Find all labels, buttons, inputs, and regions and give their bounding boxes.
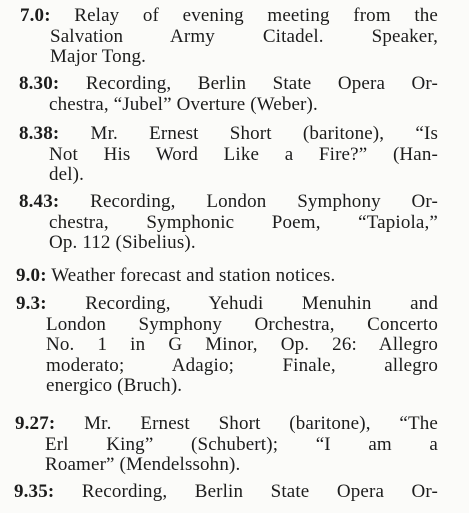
entry-line: Roamer” (Mendelssohn). <box>45 454 241 475</box>
entry-time: 7.0: <box>20 5 51 26</box>
entry-time: 8.38: <box>19 123 60 144</box>
entry-line: del). <box>49 164 85 185</box>
entry-time: 8.43: <box>19 191 60 212</box>
entry-line: chestra, “Jubel” Overture (Weber). <box>49 93 318 115</box>
entry-line: Major Tong. <box>50 46 147 67</box>
program-entry-8-30 <box>19 74 438 115</box>
entry-time: 9.3: <box>16 293 47 314</box>
entry-line: moderato; Adagio; Finale, allegro <box>46 354 438 376</box>
entry-line: No. 1 in G Minor, Op. 26: Allegro <box>46 334 438 355</box>
entry-line: Erl King” (Schubert); “I am a <box>45 433 438 455</box>
entry-line: 8.30: Recording, Berlin State Opera Or- <box>19 73 438 94</box>
program-entry-7-0 <box>20 6 438 68</box>
entry-line: 9.35: Recording, Berlin State Opera Or- <box>14 481 438 502</box>
entry-line: 8.38: Mr. Ernest Short (baritone), “Is <box>19 123 438 144</box>
entry-time: 9.27: <box>15 413 56 434</box>
program-entry-9-27 <box>15 414 438 476</box>
entry-time: 9.35: <box>14 481 55 502</box>
program-entry-9-3 <box>16 294 438 397</box>
program-entry-9-35 <box>14 482 438 503</box>
program-entry-8-43 <box>19 192 438 254</box>
program-entry-9-0 <box>16 266 438 287</box>
entry-line: Op. 112 (Sibelius). <box>49 232 196 253</box>
entry-time: 9.0: <box>16 265 47 286</box>
entry-time: 8.30: <box>19 73 60 94</box>
program-entry-8-38 <box>19 124 438 186</box>
entry-line: chestra, Symphonic Poem, “Tapiola,” <box>49 211 438 233</box>
entry-line: 8.43: Recording, London Symphony Or- <box>19 191 439 212</box>
entry-line: 7.0: Relay of evening meeting from the <box>20 5 438 26</box>
entry-line: 9.3: Recording, Yehudi Menuhin and <box>16 293 438 314</box>
entry-line: 9.27: Mr. Ernest Short (baritone), “The <box>15 413 438 434</box>
entry-line: 9.0: Weather forecast and station notices. <box>16 265 336 286</box>
entry-line: energico (Bruch). <box>46 375 183 396</box>
entry-line: London Symphony Orchestra, Concerto <box>46 313 438 335</box>
entry-line: Salvation Army Citadel. Speaker, <box>50 25 438 47</box>
entry-line: Not His Word Like a Fire?” (Han- <box>49 143 438 165</box>
